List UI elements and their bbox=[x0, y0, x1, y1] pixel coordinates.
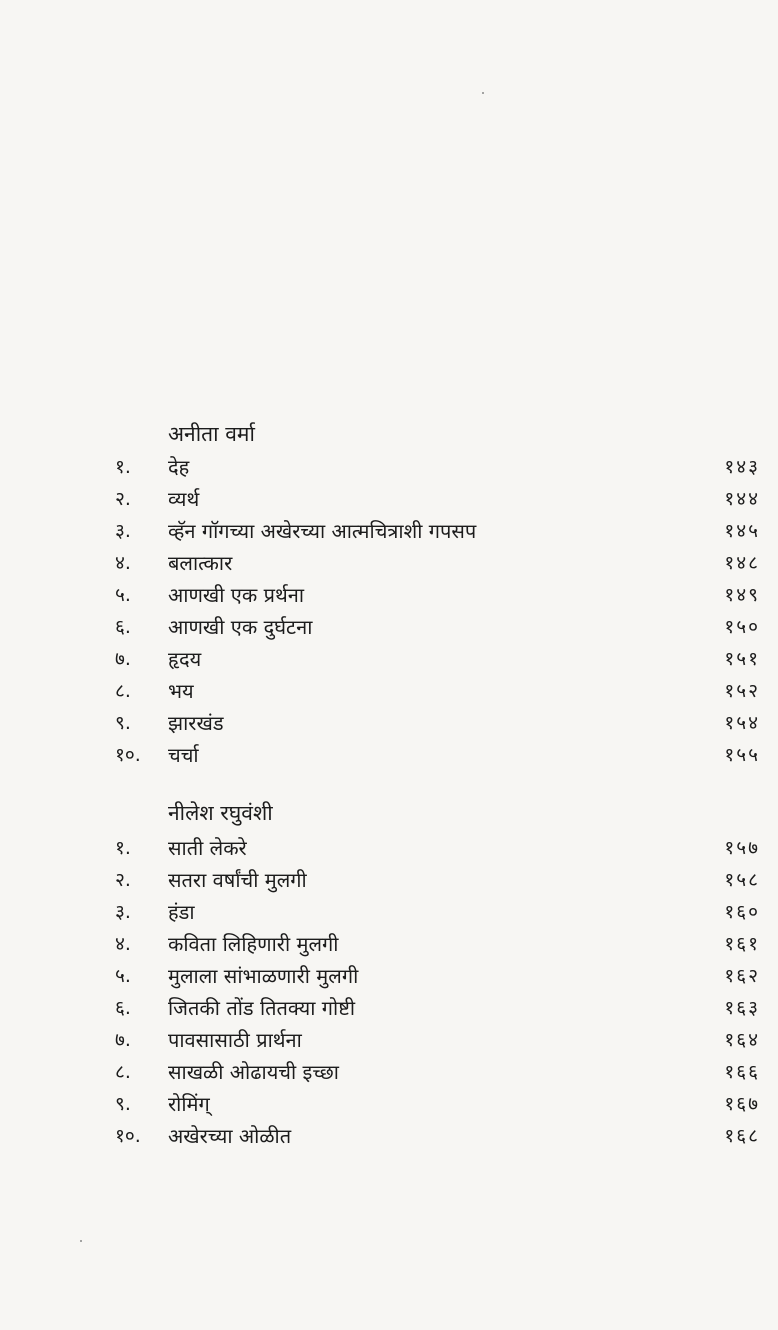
toc-entry bbox=[0, 864, 778, 896]
entry-page-number: १६८ bbox=[724, 1125, 760, 1147]
entry-page-number: १६६ bbox=[724, 1061, 760, 1083]
entry-title: अखेरच्या ओळीत bbox=[168, 1124, 292, 1148]
entry-page-number: १६१ bbox=[724, 933, 760, 955]
entry-title: साती लेकरे bbox=[168, 836, 247, 860]
entry-title: हंडा bbox=[168, 900, 195, 924]
entry-page-number: १४३ bbox=[724, 456, 760, 478]
toc-entry bbox=[0, 992, 778, 1024]
entry-title: देह bbox=[168, 455, 190, 479]
entry-page-number: १४५ bbox=[724, 520, 760, 542]
entry-title: कविता लिहिणारी मुलगी bbox=[168, 932, 339, 956]
entry-number: ७. bbox=[115, 648, 131, 670]
entry-title: चर्चा bbox=[168, 743, 199, 767]
section-author-anita-verma: अनीता वर्मा bbox=[168, 422, 255, 446]
entry-title: भय bbox=[168, 679, 194, 703]
entry-number: ६. bbox=[115, 997, 131, 1019]
entry-number: ३. bbox=[115, 901, 131, 923]
entry-page-number: १५२ bbox=[724, 680, 760, 702]
entry-title: सतरा वर्षांची मुलगी bbox=[168, 868, 307, 892]
entry-number: ६. bbox=[115, 616, 131, 638]
entry-title: साखळी ओढायची इच्छा bbox=[168, 1060, 339, 1084]
entry-title: आणखी एक प्रर्थना bbox=[168, 583, 305, 607]
entry-page-number: १५८ bbox=[724, 869, 760, 891]
toc-entry bbox=[0, 451, 778, 483]
entry-number: १. bbox=[115, 456, 131, 478]
entry-title: जितकी तोंड तितक्या गोष्टी bbox=[168, 996, 356, 1020]
toc-entry bbox=[0, 611, 778, 643]
entry-number: ८. bbox=[115, 680, 131, 702]
entry-page-number: १५४ bbox=[724, 712, 760, 734]
entry-page-number: १६३ bbox=[724, 997, 760, 1019]
entry-page-number: १५१ bbox=[724, 648, 760, 670]
entry-number: ७. bbox=[115, 1029, 131, 1051]
entry-number: १०. bbox=[115, 744, 141, 766]
toc-entry bbox=[0, 579, 778, 611]
entry-number: ४. bbox=[115, 552, 131, 574]
entry-number: १०. bbox=[115, 1125, 141, 1147]
toc-entry bbox=[0, 832, 778, 864]
toc-entry bbox=[0, 1088, 778, 1120]
entry-number: ५. bbox=[115, 584, 131, 606]
toc-entry bbox=[0, 1056, 778, 1088]
entry-page-number: १६४ bbox=[724, 1029, 760, 1051]
paper-speck bbox=[482, 92, 484, 94]
entry-page-number: १५५ bbox=[724, 744, 760, 766]
entry-page-number: १५० bbox=[724, 616, 760, 638]
entry-title: पावसासाठी प्रार्थना bbox=[168, 1028, 302, 1052]
entry-number: ४. bbox=[115, 933, 131, 955]
entry-title: रोमिंग् bbox=[168, 1092, 210, 1116]
entry-page-number: १४८ bbox=[724, 552, 760, 574]
toc-entry bbox=[0, 928, 778, 960]
paper-speck bbox=[80, 1240, 82, 1242]
toc-entry bbox=[0, 675, 778, 707]
section-author-nilesh-raghuvanshi: नीलेश रघुवंशी bbox=[168, 801, 273, 825]
entry-number: ५. bbox=[115, 965, 131, 987]
toc-entry bbox=[0, 483, 778, 515]
entry-number: २. bbox=[115, 488, 131, 510]
entry-page-number: १४९ bbox=[724, 584, 760, 606]
entry-page-number: १५७ bbox=[724, 837, 760, 859]
entry-page-number: १६० bbox=[724, 901, 760, 923]
entry-title: मुलाला सांभाळणारी मुलगी bbox=[168, 964, 359, 988]
entry-number: ९. bbox=[115, 1093, 131, 1115]
entry-number: २. bbox=[115, 869, 131, 891]
entry-page-number: १६२ bbox=[724, 965, 760, 987]
entry-title: हृदय bbox=[168, 647, 202, 671]
toc-entry bbox=[0, 515, 778, 547]
toc-entry bbox=[0, 1120, 778, 1152]
entry-title: व्हॅन गॉगच्या अखेरच्या आत्मचित्राशी गपसप bbox=[168, 519, 477, 543]
entry-title: व्यर्थ bbox=[168, 487, 200, 511]
toc-entry bbox=[0, 896, 778, 928]
entry-title: झारखंड bbox=[168, 711, 224, 735]
entry-page-number: १४४ bbox=[724, 488, 760, 510]
entry-number: ३. bbox=[115, 520, 131, 542]
toc-entry bbox=[0, 547, 778, 579]
entry-number: ८. bbox=[115, 1061, 131, 1083]
toc-entry bbox=[0, 1024, 778, 1056]
entry-page-number: १६७ bbox=[724, 1093, 760, 1115]
entry-title: बलात्कार bbox=[168, 551, 233, 575]
toc-entry bbox=[0, 643, 778, 675]
entry-number: ९. bbox=[115, 712, 131, 734]
toc-entry bbox=[0, 739, 778, 771]
entry-title: आणखी एक दुर्घटना bbox=[168, 615, 313, 639]
toc-entry bbox=[0, 707, 778, 739]
toc-entry bbox=[0, 960, 778, 992]
entry-number: १. bbox=[115, 837, 131, 859]
